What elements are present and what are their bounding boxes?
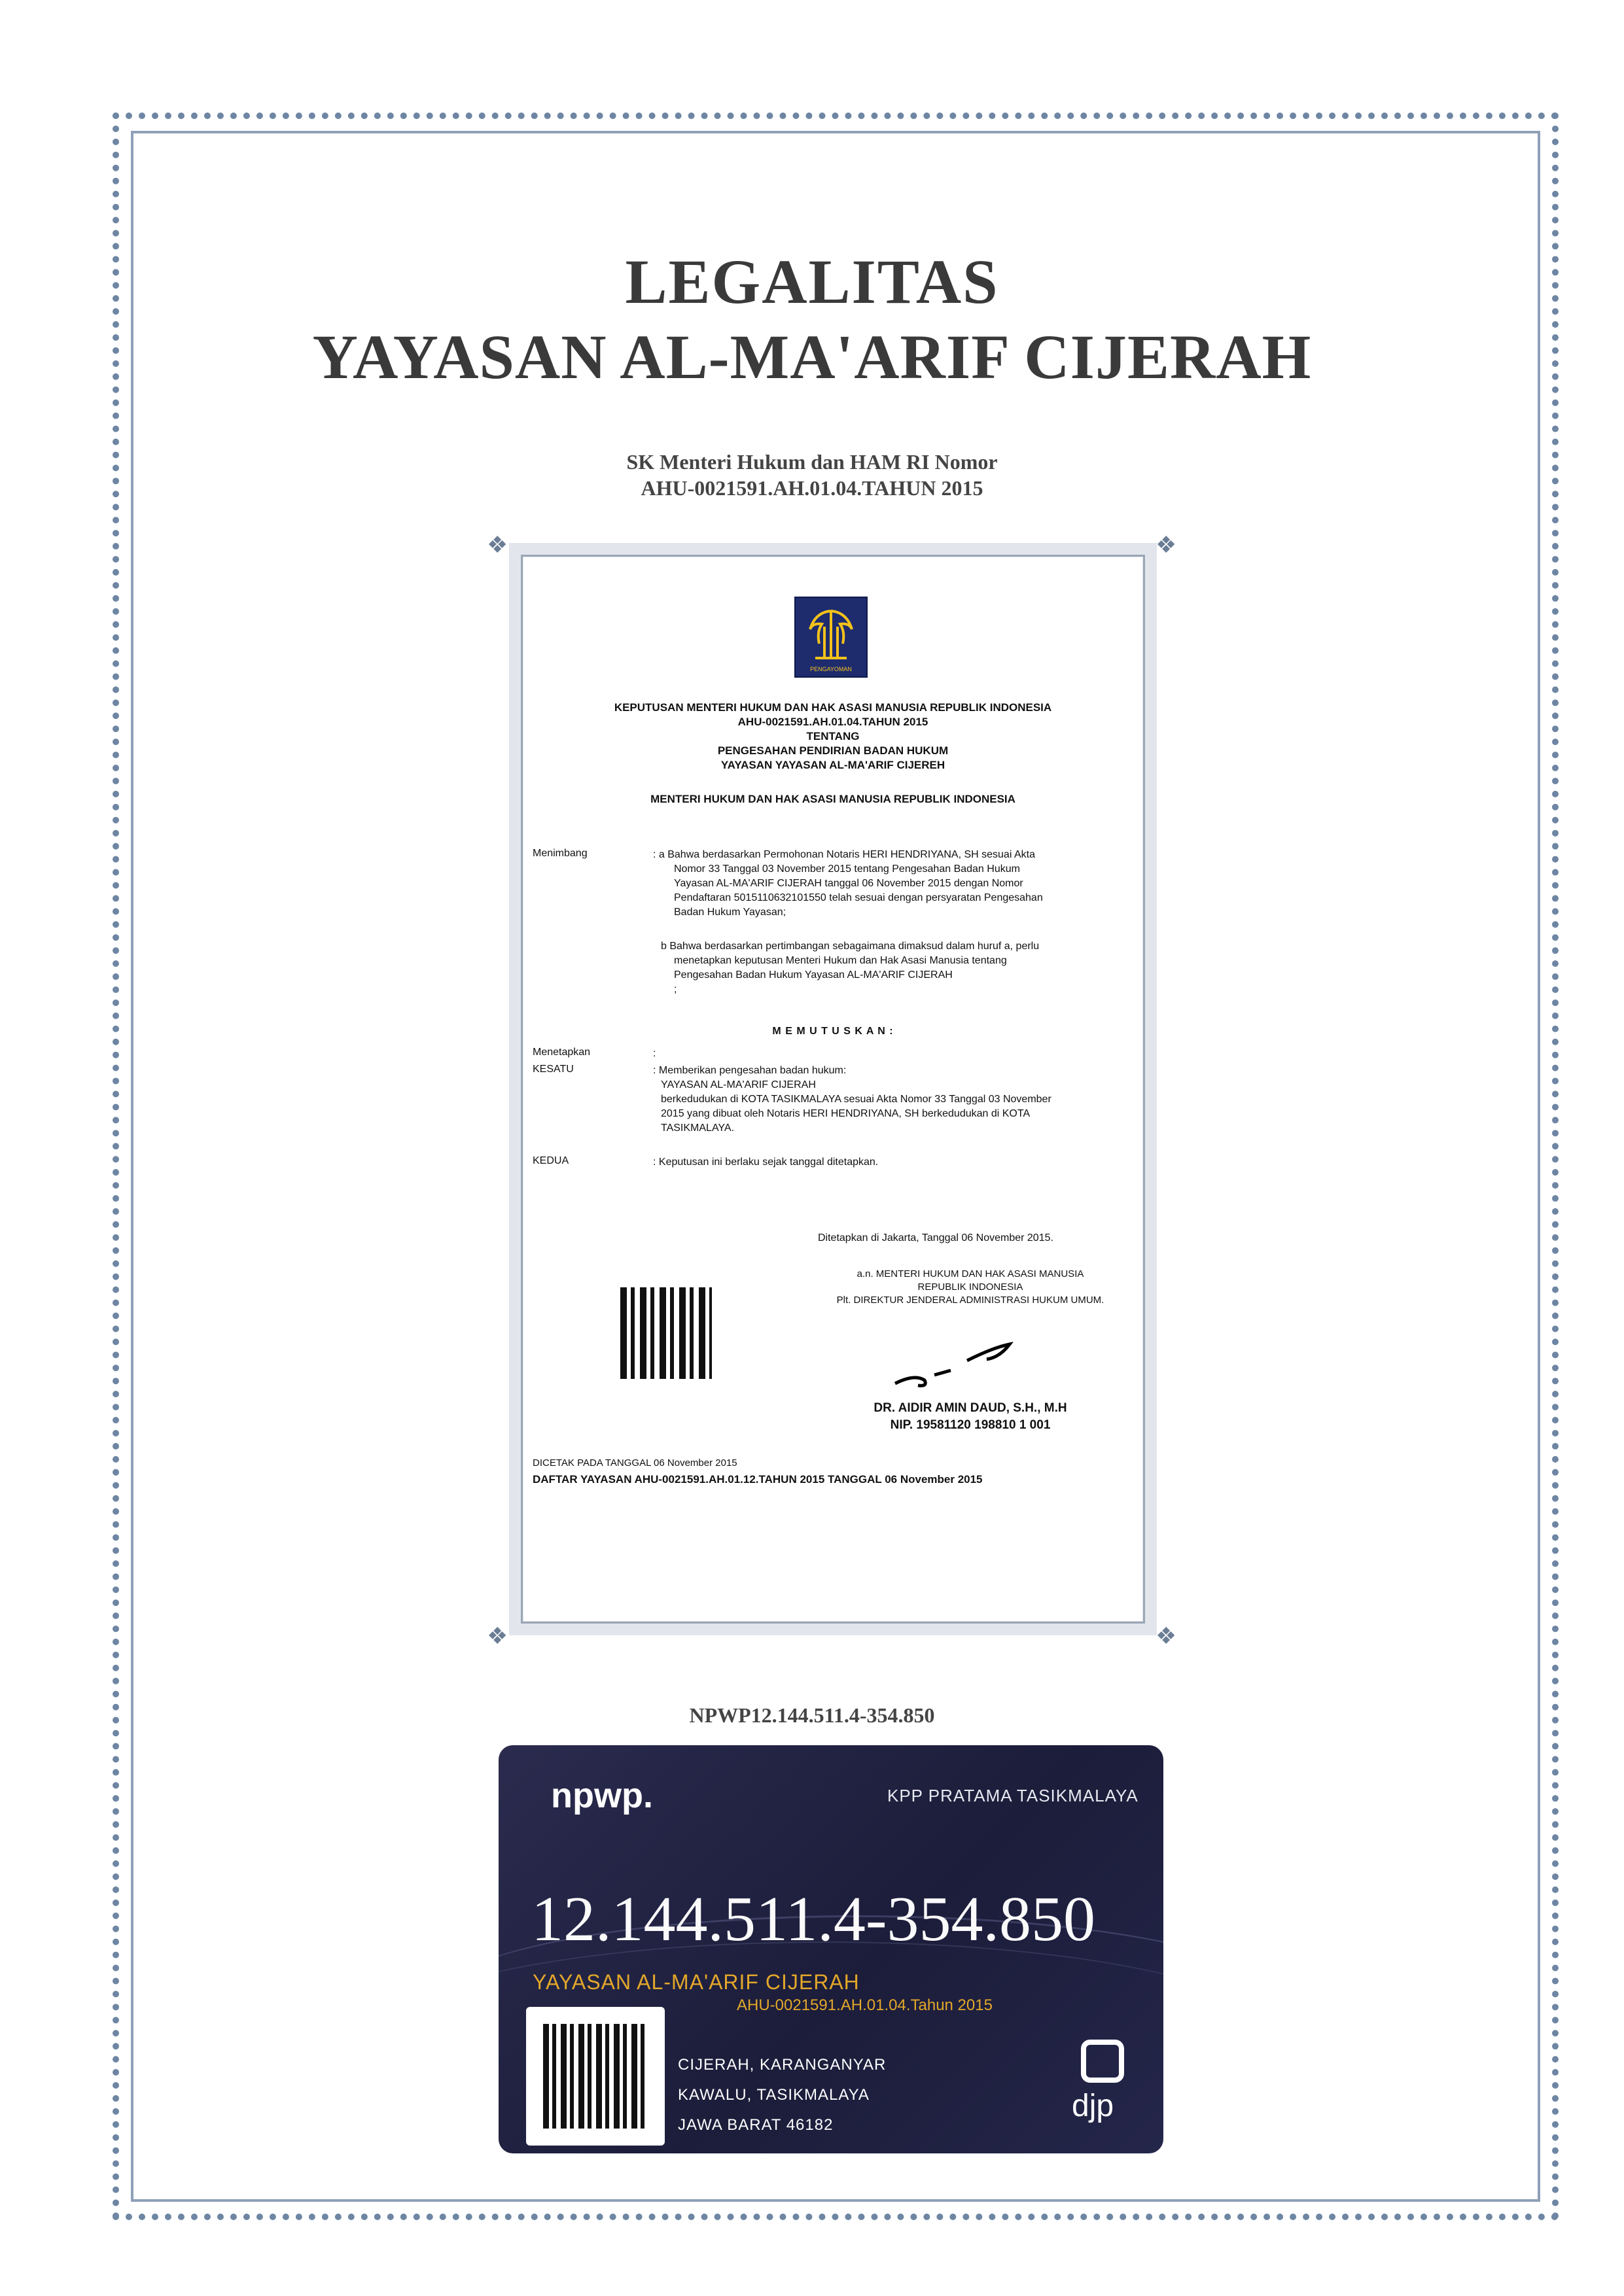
an-line: a.n. MENTERI HUKUM DAN HAK ASASI MANUSIA [856,1268,1084,1279]
kpp-label: KPP PRATAMA TASIKMALAYA [887,1786,1139,1805]
kesatu-line: YAYASAN AL-MA'ARIF CIJERAH [661,1079,816,1090]
an-line: REPUBLIK INDONESIA [917,1281,1023,1293]
menimbang-b-line: ; [674,984,677,995]
card-ahu: AHU-0021591.AH.01.04.Tahun 2015 [737,1996,993,2014]
menetapkan-label: Menetapkan [533,1047,591,1058]
kesatu-line: 2015 yang dibuat oleh Notaris HERI HENDRIYANA, SH berkedudukan di KOTA [661,1108,1031,1119]
corner-ornament-icon: ❖ [1156,532,1177,558]
kesatu-line: : Memberikan pengesahan badan hukum: [653,1065,847,1076]
an-line: Plt. DIREKTUR JENDERAL ADMINISTRASI HUKUM UMUM. [836,1295,1104,1306]
npwp-label: NPWP12.144.511.4-354.850 [689,1703,935,1727]
sk-line2: AHU-0021591.AH.01.04.TAHUN 2015 [641,476,983,500]
certificate-qr-code [620,1287,712,1379]
card-name: YAYASAN AL-MA'ARIF CIJERAH [533,1970,860,1994]
menimbang-a-line: : a Bahwa berdasarkan Permohonan Notaris HERI HENDRIYANA, SH sesuai Akta [653,849,1035,860]
address-line: CIJERAH, KARANGANYAR [678,2056,887,2074]
menimbang-b-line: b Bahwa berdasarkan pertimbangan sebagaimana dimaksud dalam huruf a, perlu [661,941,1040,952]
menimbang-label: Menimbang [533,848,588,859]
menetapkan-value: : [653,1048,656,1059]
djp-label: djp [1072,2089,1114,2123]
kesatu-line: berkedudukan di KOTA TASIKMALAYA sesuai Akta Nomor 33 Tanggal 03 November [661,1094,1051,1105]
signature-block [810,1268,1131,1307]
card-address [678,2050,886,2140]
signer-nip: NIP. 19581120 198810 1 001 [890,1418,1051,1432]
corner-ornament-icon: ❖ [487,1623,508,1649]
pengayoman-emblem-icon [794,597,868,678]
menimbang-a-line: Badan Hukum Yayasan; [674,907,786,918]
menimbang-a-line: Nomor 33 Tanggal 03 November 2015 tentang Pengesahan Badan Hukum [674,863,1020,875]
menimbang-a [653,848,1124,920]
address-line: JAWA BARAT 46182 [678,2116,834,2134]
emblem-text: PENGAYOMAN [810,666,852,672]
page-title-line1: LEGALITAS [625,247,999,317]
signature-icon [889,1321,1019,1393]
menimbang-b-line: Pengesahan Badan Hukum Yayasan AL-MA'ARIF CIJERAH [674,969,953,981]
cert-header-6: MENTERI HUKUM DAN HAK ASASI MANUSIA REPUBLIK INDONESIA [650,793,1015,805]
kesatu-label: KESATU [533,1064,574,1075]
address-line: KAWALU, TASIKMALAYA [678,2086,870,2104]
ditetapkan-text: Ditetapkan di Jakarta, Tanggal 06 November 2015. [818,1232,1053,1244]
djp-logo-icon [1081,2040,1124,2083]
kedua-value: : Keputusan ini berlaku sejak tanggal ditetapkan. [653,1157,879,1168]
corner-ornament-icon: ❖ [1156,1623,1177,1649]
cert-header-3: TENTANG [806,730,860,742]
cert-header-5: YAYASAN YAYASAN AL-MA'ARIF CIJEREH [720,759,945,771]
certificate-image [470,523,1196,1655]
npwp-logo: npwp. [551,1776,653,1815]
menimbang-a-line: Yayasan AL-MA'ARIF CIJERAH tanggal 06 November 2015 dengan Nomor [674,878,1023,889]
daftar-text: DAFTAR YAYASAN AHU-0021591.AH.01.12.TAHUN 2015 TANGGAL 06 November 2015 [533,1473,983,1486]
cert-header-2: AHU-0021591.AH.01.04.TAHUN 2015 [737,716,928,728]
cert-header-1: KEPUTUSAN MENTERI HUKUM DAN HAK ASASI MANUSIA REPUBLIK INDONESIA [614,701,1052,714]
dicetak-text: DICETAK PADA TANGGAL 06 November 2015 [533,1457,737,1469]
npwp-number: 12.144.511.4-354.850 [531,1884,1095,1955]
signer-name: DR. AIDIR AMIN DAUD, S.H., M.H [874,1401,1067,1415]
kesatu-line: TASIKMALAYA. [661,1122,735,1134]
menimbang-b-line: menetapkan keputusan Menteri Hukum dan Hak Asasi Manusia tentang [674,955,1007,966]
cert-header-4: PENGESAHAN PENDIRIAN BADAN HUKUM [717,744,949,757]
menimbang-b [661,939,1124,997]
memutuskan-heading: M E M U T U S K A N : [772,1026,894,1037]
page-title-line2: YAYASAN AL-MA'ARIF CIJERAH [312,322,1312,392]
menimbang-a-line: Pendaftaran 5015110632101550 telah sesuai dengan persyaratan Pengesahan [674,892,1043,903]
sk-line1: SK Menteri Hukum dan HAM RI Nomor [626,450,998,474]
corner-ornament-icon: ❖ [487,532,508,558]
kedua-label: KEDUA [533,1155,569,1166]
npwp-card [499,1745,1163,2153]
kesatu-text [653,1064,1124,1136]
card-qr-code [526,2007,665,2146]
